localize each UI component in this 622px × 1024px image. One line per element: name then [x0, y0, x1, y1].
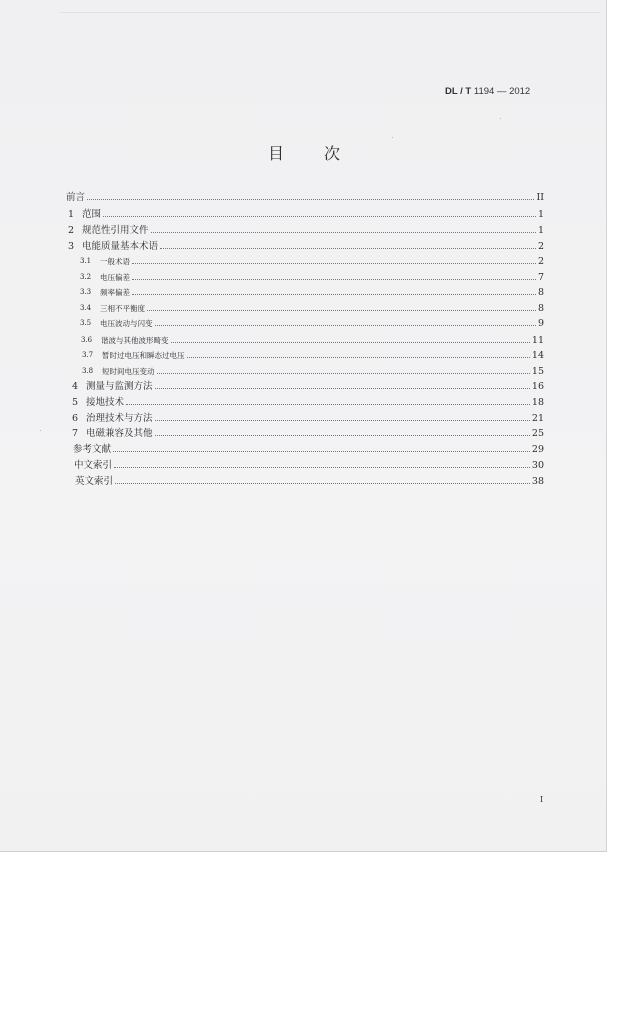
- doc-code-number: 1194: [473, 86, 495, 97]
- toc-leader-dots: [155, 419, 530, 421]
- toc-entry-page: 11: [531, 335, 544, 346]
- toc-leader-dots: [87, 198, 534, 200]
- toc-entry-number: 4: [72, 381, 79, 392]
- toc-entry-number: 6: [72, 413, 79, 424]
- toc-entry-number: 3.8: [82, 367, 94, 375]
- toc-entry-label: 暂时过电压和瞬态过电压: [102, 351, 185, 360]
- toc-title: 目次: [268, 144, 381, 163]
- toc-entry-label: 治理技术与方法: [86, 413, 153, 424]
- toc-entry-page: 18: [531, 397, 544, 408]
- toc-entry-number: 2: [68, 225, 75, 236]
- toc-leader-dots: [155, 387, 530, 389]
- toc-leader-dots: [187, 356, 530, 358]
- toc-entry-label: 频率偏差: [100, 288, 130, 297]
- toc-entry-number: 3.5: [80, 319, 92, 327]
- toc-subentry[interactable]: [80, 285, 544, 298]
- toc-entry-label: 规范性引用文件: [82, 225, 149, 236]
- toc-subentry[interactable]: [80, 301, 544, 314]
- toc-entry[interactable]: [66, 190, 544, 203]
- toc-subentry[interactable]: [80, 316, 544, 329]
- toc-entry-page: 9: [537, 318, 544, 329]
- doc-code-prefix: DL / T: [445, 86, 472, 97]
- toc-entry-page: 2: [537, 256, 544, 267]
- toc-leader-dots: [115, 482, 530, 484]
- toc-entry-page: 30: [531, 460, 544, 471]
- doc-code-year: 2012: [509, 86, 531, 97]
- toc-entry-label: 参考文献: [73, 444, 112, 455]
- toc-entry[interactable]: [73, 442, 544, 455]
- toc-entry-label: 电磁兼容及其他: [86, 428, 153, 439]
- toc-leader-dots: [151, 231, 536, 233]
- page-number: I: [540, 795, 544, 804]
- toc-leader-dots: [155, 434, 530, 436]
- toc-entry-label: 中文索引: [74, 460, 113, 471]
- toc-leader-dots: [147, 309, 536, 311]
- toc-entry-label: 接地技术: [86, 397, 125, 408]
- toc-leader-dots: [126, 403, 530, 405]
- toc-entry-label: 三相不平衡度: [100, 304, 145, 313]
- toc-entry-page: 8: [537, 303, 544, 314]
- toc-leader-dots: [171, 341, 530, 343]
- toc-entry-label: 电压波动与闪变: [100, 319, 153, 328]
- toc-subentry[interactable]: [82, 364, 544, 377]
- toc-entry-page: 8: [537, 287, 544, 298]
- toc-subentry[interactable]: [80, 254, 544, 267]
- toc-entry-label: 电压偏差: [100, 273, 130, 282]
- toc-entry-number: 3: [68, 241, 75, 252]
- scan-speck: [40, 430, 41, 431]
- toc-entry-label: 一般术语: [100, 257, 130, 266]
- document-code: [445, 86, 545, 97]
- toc-entry[interactable]: [72, 411, 544, 424]
- toc-entry-page: 21: [531, 413, 544, 424]
- toc-entry-label: 前言: [66, 192, 86, 203]
- toc-leader-dots: [103, 215, 536, 217]
- toc-entry-page: 16: [531, 381, 544, 392]
- toc-leader-dots: [160, 247, 536, 249]
- toc-entry-number: 5: [72, 397, 79, 408]
- toc-entry-page: 38: [531, 476, 544, 487]
- toc-entry-number: 1: [68, 209, 75, 220]
- toc-entry[interactable]: [72, 379, 544, 392]
- scan-speck: [500, 118, 501, 119]
- toc-entry-label: 电能质量基本术语: [82, 241, 159, 252]
- toc-entry-page: 1: [537, 209, 544, 220]
- toc-entry-page: 2: [537, 241, 544, 252]
- toc-entry-label: 谐波与其他波形畸变: [101, 336, 169, 345]
- toc-entry-page: 1: [537, 225, 544, 236]
- toc-leader-dots: [155, 324, 536, 326]
- toc-entry[interactable]: [75, 474, 544, 487]
- toc-entry-number: 3.2: [80, 273, 92, 281]
- toc-entry-number: 3.6: [81, 336, 93, 344]
- toc-entry[interactable]: [68, 207, 544, 220]
- toc-entry-page: 7: [537, 272, 544, 283]
- toc-entry-label: 测量与监测方法: [86, 381, 153, 392]
- toc-entry-number: 3.3: [80, 288, 92, 296]
- toc-entry-label: 范围: [82, 209, 102, 220]
- toc-entry[interactable]: [74, 458, 544, 471]
- toc-leader-dots: [113, 450, 530, 452]
- toc-entry[interactable]: [68, 239, 544, 252]
- toc-subentry[interactable]: [81, 333, 544, 346]
- toc-leader-dots: [132, 262, 536, 264]
- toc-leader-dots: [132, 293, 536, 295]
- toc-leader-dots: [114, 466, 530, 468]
- toc-entry[interactable]: [72, 395, 544, 408]
- doc-code-separator: —: [496, 86, 507, 97]
- toc-entry-page: 25: [531, 428, 544, 439]
- toc-entry-page: II: [536, 192, 544, 203]
- toc-entry-label: 英文索引: [75, 476, 114, 487]
- toc-entry-page: 15: [531, 366, 544, 377]
- page-edge-line: [60, 12, 600, 13]
- toc-subentry[interactable]: [80, 270, 544, 283]
- toc-entry-number: 3.7: [82, 351, 94, 359]
- toc-entry-number: 3.4: [80, 304, 92, 312]
- toc-entry[interactable]: [72, 426, 544, 439]
- toc-entry-page: 29: [531, 444, 544, 455]
- toc-entry-number: 7: [72, 428, 79, 439]
- toc-leader-dots: [132, 278, 536, 280]
- toc-entry[interactable]: [68, 223, 544, 236]
- toc-entry-label: 短时间电压变动: [102, 367, 155, 376]
- scan-speck: [392, 137, 393, 138]
- toc-leader-dots: [157, 372, 530, 374]
- toc-entry-page: 14: [531, 350, 544, 361]
- toc-entry-number: 3.1: [80, 257, 92, 265]
- toc-subentry[interactable]: [82, 348, 544, 361]
